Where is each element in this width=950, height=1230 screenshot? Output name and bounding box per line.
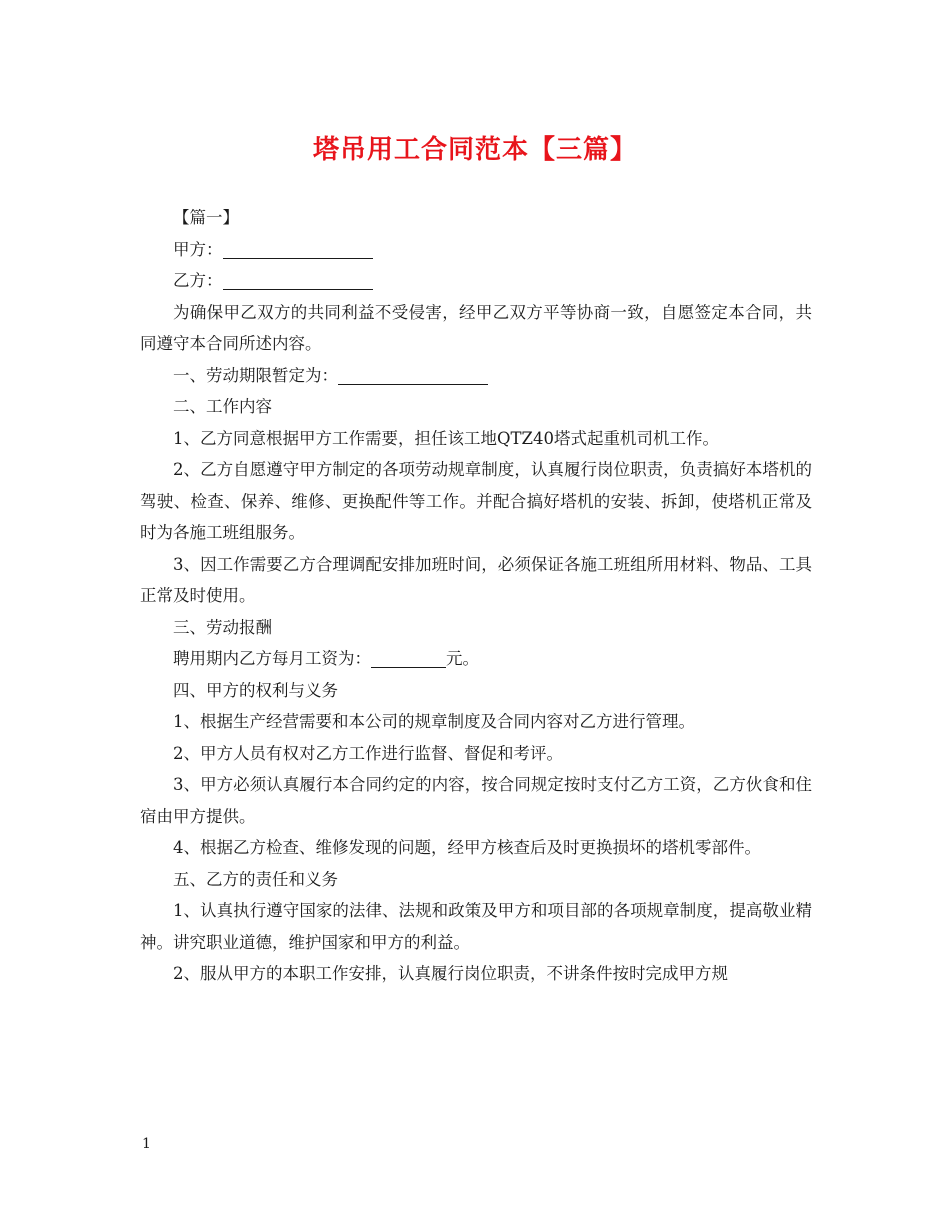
- intro-paragraph: 为确保甲乙双方的共同利益不受侵害，经甲乙双方平等协商一致，自愿签定本合同，共同遵守本合同所述内容。: [140, 302, 812, 353]
- party-a-label: 甲方：: [173, 239, 223, 259]
- party-a-clause-4: 4、根据乙方检查、维修发现的问题，经甲方核查后及时更换损坏的塔机零部件。: [173, 838, 761, 857]
- document-title: 塔吊用工合同范本【三篇】: [312, 135, 637, 165]
- term-label: 一、劳动期限暂定为：: [173, 365, 338, 385]
- party-a-blank: [223, 240, 373, 259]
- party-a-clause-1: 1、根据生产经营需要和本公司的规章制度及合同内容对乙方进行管理。: [173, 712, 695, 731]
- pay-blank: [371, 649, 446, 668]
- party-b-line: [140, 265, 812, 297]
- party-a-rights-heading: 四、甲方的权利与义务: [173, 680, 338, 700]
- party-a-line: [140, 234, 812, 266]
- party-b-label: 乙方：: [173, 271, 223, 290]
- work-clause-2: 2、乙方自愿遵守甲方制定的各项劳动规章制度，认真履行岗位职责，负责搞好本塔机的驾驶、检查、保养、维修、更换配件等工作。并配合搞好塔机的安装、拆卸，使塔机正常及时为各施工班组服务。: [140, 460, 812, 542]
- party-a-clause-2: 2、甲方人员有权对乙方工作进行监督、督促和考评。: [173, 743, 563, 763]
- term-blank: [338, 366, 488, 385]
- pay-heading: 三、劳动报酬: [173, 617, 272, 637]
- document-body: [140, 202, 812, 990]
- work-clause-3: 3、因工作需要乙方合理调配安排加班时间，必须保证各施工班组所用材料、物品、工具正常及时使用。: [140, 554, 812, 605]
- pay-line: [140, 643, 812, 675]
- work-clause-1: 1、乙方同意根据甲方工作需要，担任该工地QTZ40塔式起重机司机工作。: [173, 428, 719, 448]
- party-b-clause-1: 1、认真执行遵守国家的法律、法规和政策及甲方和项目部的各项规章制度，提高敬业精神。讲究职业道德，维护国家和甲方的利益。: [140, 901, 812, 952]
- work-heading: 二、工作内容: [173, 397, 272, 416]
- page-number: 1: [142, 1136, 151, 1152]
- party-b-clause-2: 2、服从甲方的本职工作安排，认真履行岗位职责，不讲条件按时完成甲方规: [173, 964, 728, 983]
- pay-label: 聘用期内乙方每月工资为：: [173, 649, 371, 668]
- term-line: [140, 360, 812, 392]
- party-b-duties-heading: 五、乙方的责任和义务: [173, 869, 338, 889]
- pay-unit: 元。: [446, 649, 479, 668]
- section-label: 【篇一】: [173, 208, 239, 227]
- party-b-blank: [223, 271, 373, 290]
- party-a-clause-3: 3、甲方必须认真履行本合同约定的内容，按合同规定按时支付乙方工资，乙方伙食和住宿由甲方提供。: [140, 775, 812, 826]
